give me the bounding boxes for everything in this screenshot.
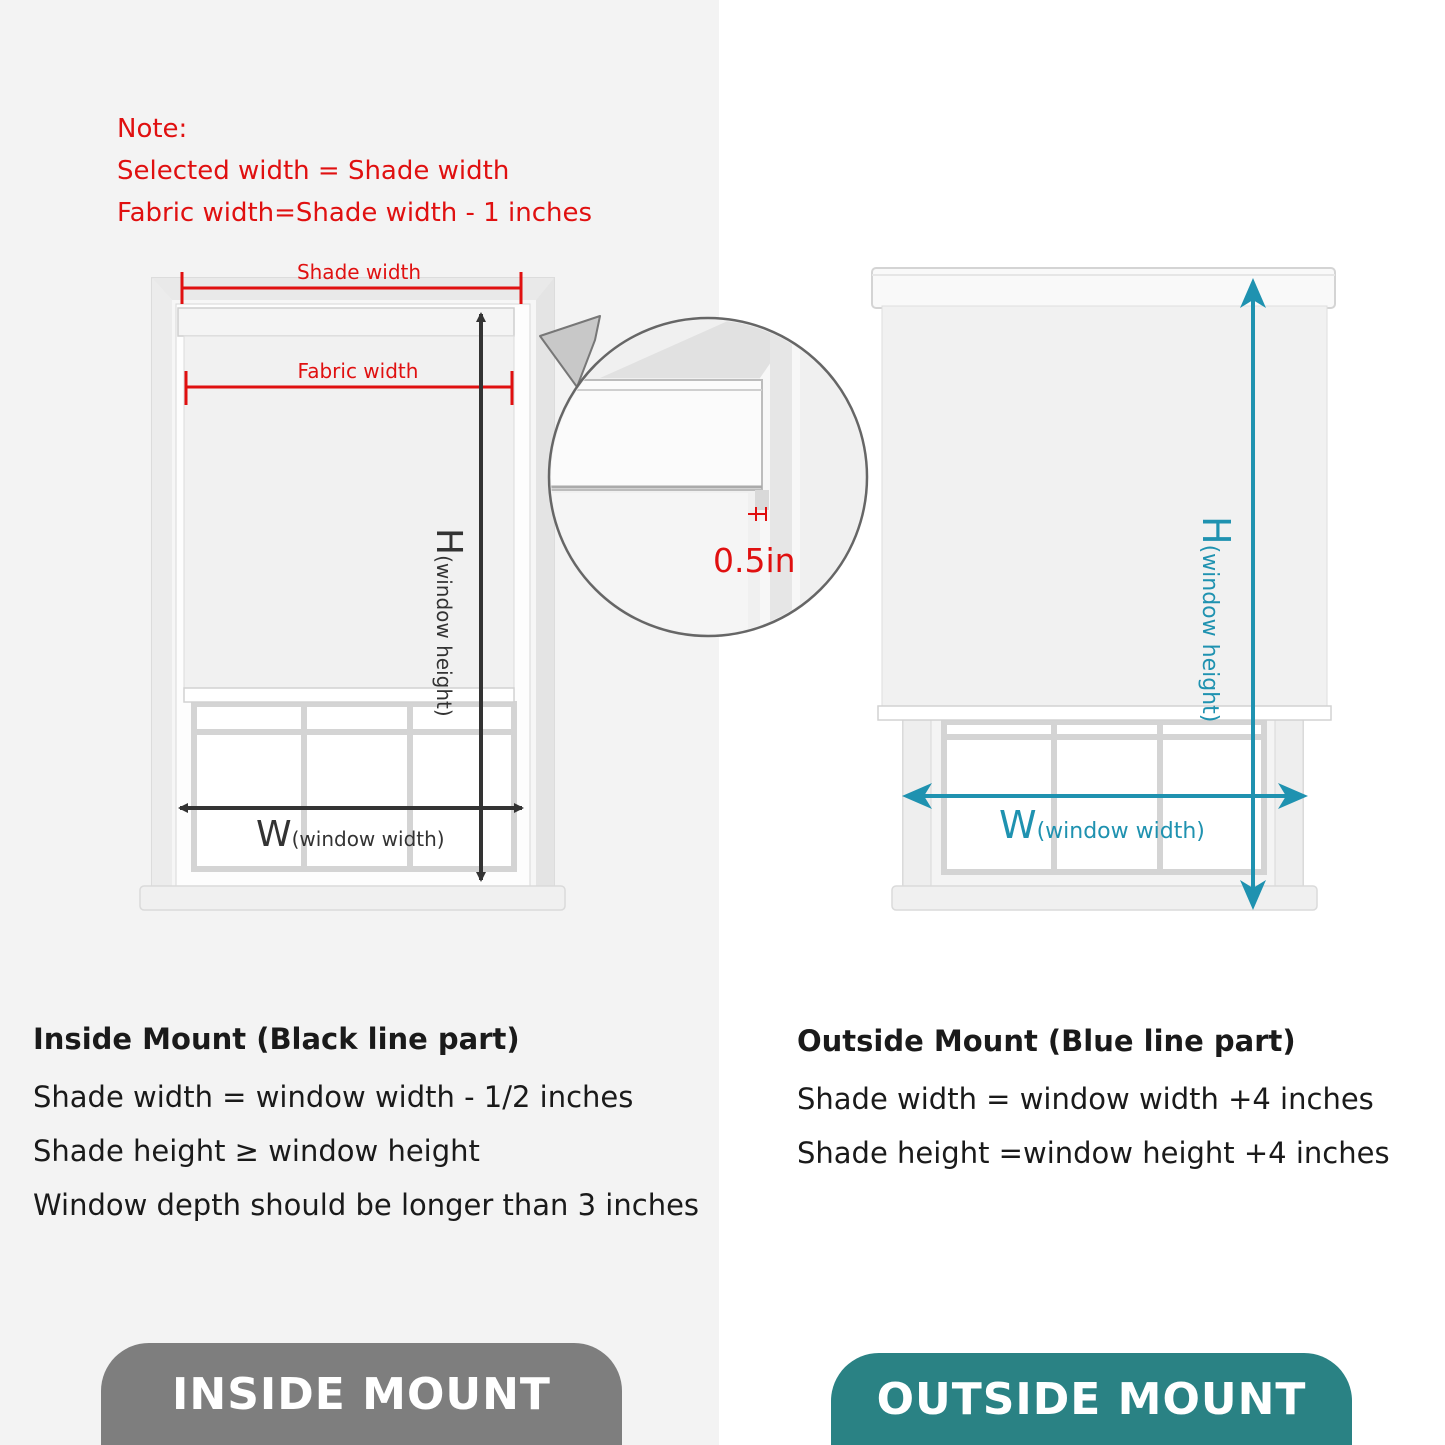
outside-height-label: H(window height) <box>1194 516 1238 723</box>
outside-mount-heading: Outside Mount (Blue line part) <box>797 1024 1296 1058</box>
outside-width-label: W(window width) <box>999 803 1205 847</box>
note-line-fabric-width: Fabric width=Shade width - 1 inches <box>117 198 593 228</box>
inside-rule-width: Shade width = window width - 1/2 inches <box>33 1080 634 1114</box>
note-title: Note: <box>117 114 188 144</box>
gap-label: 0.5in <box>713 541 796 580</box>
outside-rule-height: Shade height =window height +4 inches <box>797 1136 1390 1170</box>
shade-width-label: Shade width <box>296 260 422 284</box>
inside-mount-tab: INSIDE MOUNT <box>101 1343 622 1445</box>
outside-mount-tab: OUTSIDE MOUNT <box>831 1353 1352 1445</box>
outside-mount-info <box>797 1024 1390 1180</box>
inside-width-label: W(window width) <box>256 814 445 855</box>
outside-window-illustration <box>872 268 1335 910</box>
inside-mount-heading: Inside Mount (Black line part) <box>33 1022 520 1056</box>
outside-rule-width: Shade width = window width +4 inches <box>797 1082 1374 1116</box>
zoom-detail <box>540 310 880 653</box>
note-line-selected-width: Selected width = Shade width <box>117 156 510 186</box>
inside-height-label: H(window height) <box>428 528 469 717</box>
inside-mount-info <box>33 1022 699 1232</box>
fabric-width-label: Fabric width <box>297 359 419 383</box>
inside-rule-depth: Window depth should be longer than 3 inches <box>33 1188 700 1222</box>
inside-rule-height: Shade height ≥ window height <box>33 1134 480 1168</box>
inside-window-illustration <box>140 260 565 910</box>
